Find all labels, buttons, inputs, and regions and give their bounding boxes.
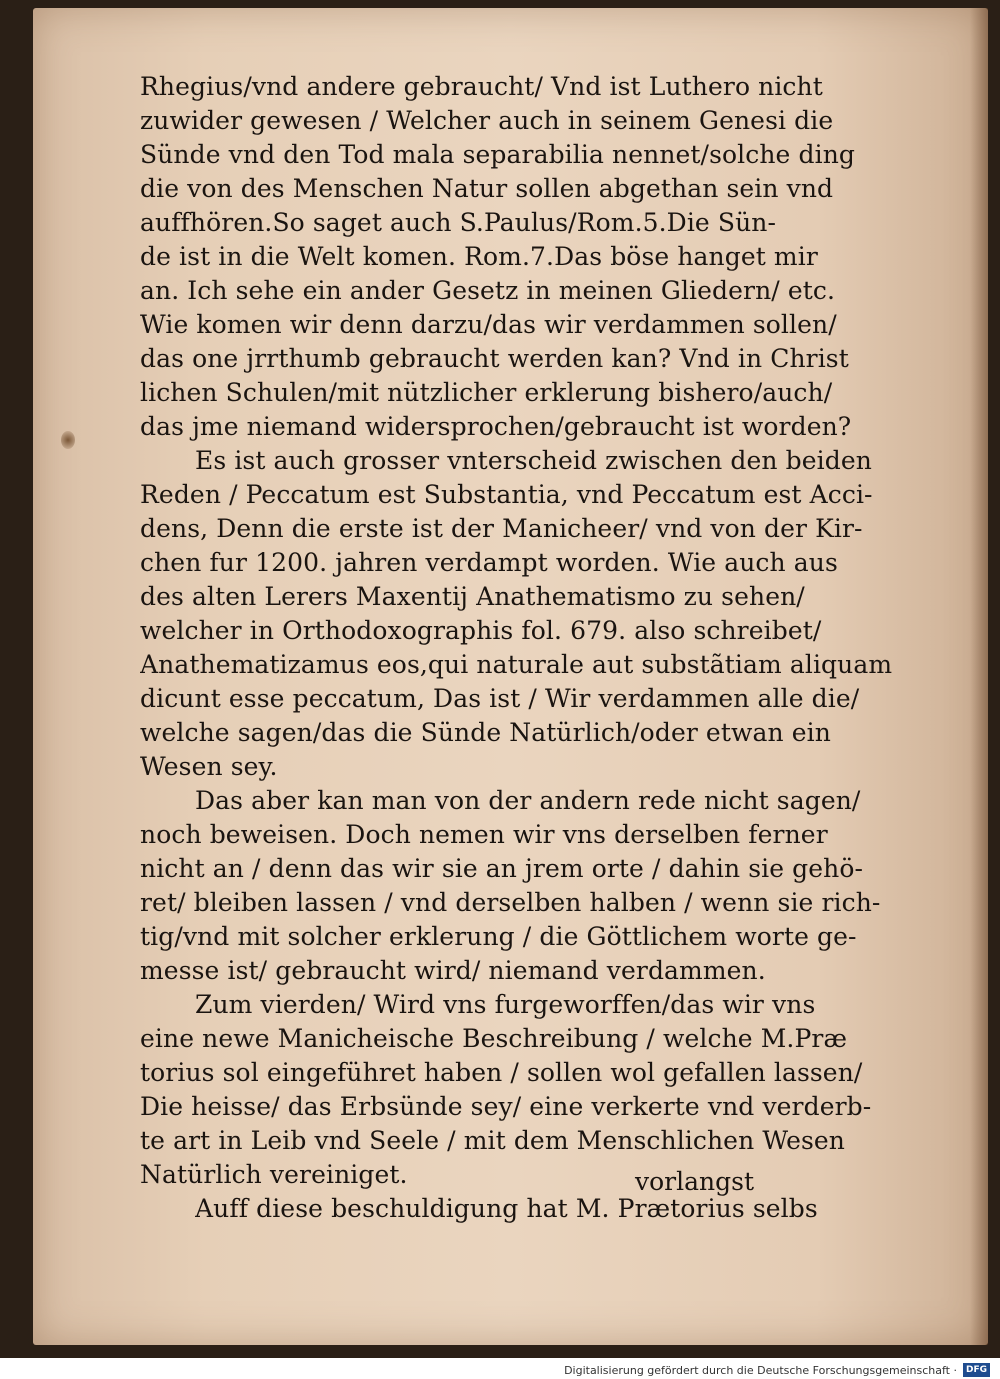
page-edge-shadow <box>970 8 988 1345</box>
paragraph-start-line: Das aber kan man von der andern rede nicht sagen/ <box>195 786 861 815</box>
text-line: de ist in die Welt komen. Rom.7.Das böse hanget mir <box>140 242 818 271</box>
text-line: chen fur 1200. jahren verdampt worden. Wie auch aus <box>140 548 838 577</box>
text-line: Wie komen wir denn darzu/das wir verdammen sollen/ <box>140 310 837 339</box>
text-line: Wesen sey. <box>140 752 278 781</box>
text-line: noch beweisen. Doch nemen wir vns derselben ferner <box>140 820 828 849</box>
text-line: lichen Schulen/mit nützlicher erklerung bishero/auch/ <box>140 378 833 407</box>
text-line: die von des Menschen Natur sollen abgethan sein vnd <box>140 174 834 203</box>
text-line: Natürlich vereiniget. <box>140 1160 408 1189</box>
paragraph-start-line: Es ist auch grosser vnterscheid zwischen den beiden <box>195 446 872 475</box>
dfg-logo: DFG <box>963 1363 990 1377</box>
text-line: eine newe Manicheische Beschreibung / welche M.Præ <box>140 1024 848 1053</box>
text-line: welcher in Orthodoxographis fol. 679. also schreibet/ <box>140 616 822 645</box>
text-line: dens, Denn die erste ist der Manicheer/ vnd von der Kir- <box>140 514 863 543</box>
text-line: welche sagen/das die Sünde Natürlich/oder etwan ein <box>140 718 831 747</box>
catchword: vorlangst <box>635 1167 755 1196</box>
text-line: Anathematizamus eos,qui naturale aut substãtiam aliquam <box>140 650 893 679</box>
text-line: das one jrrthumb gebraucht werden kan? Vnd in Christ <box>140 344 849 373</box>
text-line: Sünde vnd den Tod mala separabilia nennet/solche ding <box>140 140 856 169</box>
paragraph-start-line: Zum vierden/ Wird vns furgeworffen/das wir vns <box>195 990 816 1019</box>
credit-text: Digitalisierung gefördert durch die Deutsche Forschungsgemeinschaft · <box>564 1363 957 1377</box>
digitization-credit <box>564 1362 990 1378</box>
paper-stain <box>61 431 75 449</box>
text-line: dicunt esse peccatum, Das ist / Wir verdammen alle die/ <box>140 684 860 713</box>
text-line: torius sol eingeführet haben / sollen wol gefallen lassen/ <box>140 1058 863 1087</box>
text-line: te art in Leib vnd Seele / mit dem Menschlichen Wesen <box>140 1126 846 1155</box>
page-text <box>140 70 902 1223</box>
text-line: messe ist/ gebraucht wird/ niemand verdammen. <box>140 956 766 985</box>
text-line: auffhören.So saget auch S.Paulus/Rom.5.Die Sün- <box>140 208 777 237</box>
text-line: des alten Lerers Maxentij Anathematismo zu sehen/ <box>140 582 805 611</box>
text-line: Rhegius/vnd andere gebraucht/ Vnd ist Luthero nicht <box>140 72 823 101</box>
text-line: tig/vnd mit solcher erklerung / die Göttlichem worte ge- <box>140 922 857 951</box>
text-line: Die heisse/ das Erbsünde sey/ eine verkerte vnd verderb- <box>140 1092 872 1121</box>
text-line: zuwider gewesen / Welcher auch in seinem Genesi die <box>140 106 834 135</box>
text-line: Reden / Peccatum est Substantia, vnd Peccatum est Acci- <box>140 480 873 509</box>
text-line: das jme niemand widersprochen/gebraucht ist worden? <box>140 412 852 441</box>
text-line: an. Ich sehe ein ander Gesetz in meinen Gliedern/ etc. <box>140 276 836 305</box>
text-line: nicht an / denn das wir sie an jrem orte / dahin sie gehö- <box>140 854 864 883</box>
text-line: ret/ bleiben lassen / vnd derselben halben / wenn sie rich- <box>140 888 881 917</box>
paragraph-start-line: Auff diese beschuldigung hat M. Prætorius selbs <box>195 1194 818 1223</box>
